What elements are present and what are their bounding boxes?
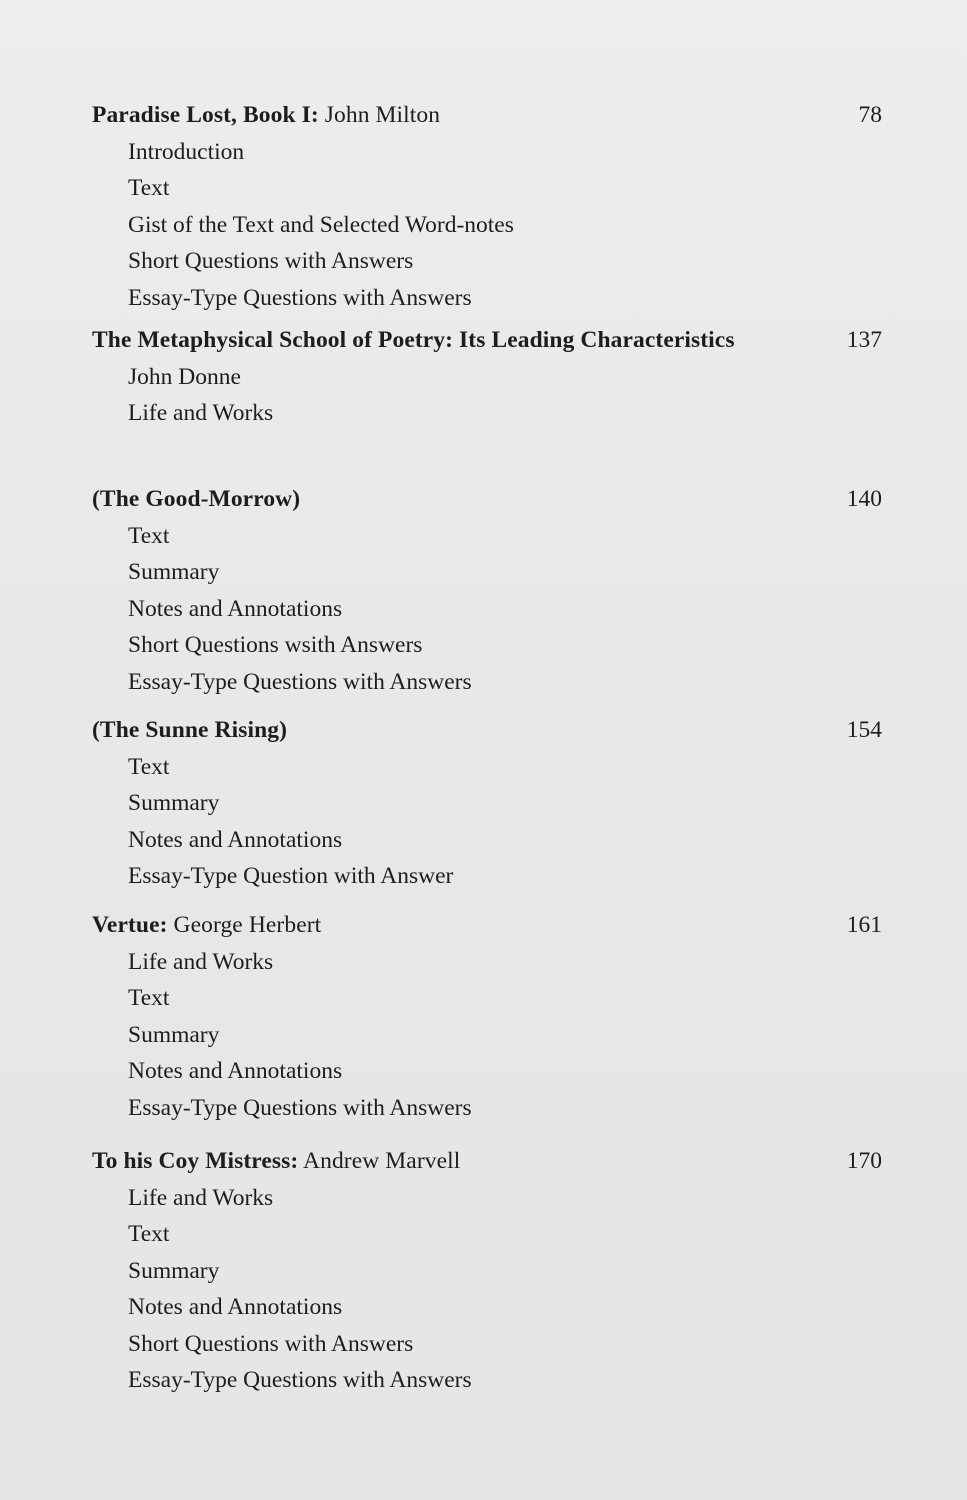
toc-heading-title (92, 1143, 752, 1180)
section-item: Life and Works (128, 1185, 274, 1211)
section-item: Text (128, 1221, 170, 1248)
work-title: (The Sunne Rising) (92, 717, 288, 743)
author-name: John Milton (318, 102, 441, 128)
section-item: Introduction (128, 139, 245, 165)
section-list (92, 749, 882, 895)
section-item: Gist of the Text and Selected Word-notes (128, 211, 514, 238)
work-title: To his Coy Mistress: (92, 1148, 299, 1174)
section-item: Short Questions wsith Answers (128, 632, 423, 659)
section-item: Summary (128, 790, 220, 817)
work-title: (The Good-Morrow) (92, 486, 301, 512)
section-item: John Donne (128, 364, 241, 390)
page-number: 137 (846, 327, 882, 353)
toc-entry-paradise-lost (92, 97, 882, 316)
page-number: 78 (858, 102, 882, 128)
page-number: 161 (846, 912, 882, 938)
section-item: Essay-Type Questions with Answers (128, 284, 472, 311)
section-item: Summary (128, 1257, 220, 1284)
section-item: Essay-Type Questions with Answers (128, 1367, 472, 1394)
toc-entry-vertue (92, 907, 882, 1126)
section-item: Life and Works (128, 400, 274, 427)
section-item: Notes and Annotations (128, 595, 343, 622)
work-title: The Metaphysical School of Poetry: Its Leading Characteristics (92, 327, 735, 353)
section-list (92, 944, 882, 1126)
toc-heading (92, 97, 882, 134)
toc-entry-metaphysical-school (92, 322, 882, 432)
section-item: Life and Works (128, 949, 274, 975)
toc-heading (92, 1143, 882, 1180)
toc-heading (92, 481, 882, 518)
toc-heading (92, 907, 882, 944)
toc-entry-coy-mistress (92, 1143, 882, 1398)
toc-heading-title (92, 712, 752, 749)
section-item: Text (128, 985, 170, 1012)
section-list (92, 518, 882, 700)
toc-heading-title (92, 97, 752, 134)
section-list (92, 359, 882, 432)
section-list (92, 1180, 882, 1398)
section-item: Essay-Type Question with Answer (128, 863, 454, 890)
page-number: 170 (846, 1148, 882, 1174)
section-item: Text (128, 523, 170, 549)
section-item: Short Questions with Answers (128, 248, 414, 275)
toc-entry-good-morrow (92, 481, 882, 700)
toc-heading-title (92, 481, 752, 518)
author-name: Andrew Marvell (298, 1148, 461, 1174)
work-title: Paradise Lost, Book I: (92, 102, 319, 128)
toc-entry-sunne-rising (92, 712, 882, 895)
section-item: Summary (128, 559, 220, 586)
toc-heading (92, 322, 882, 359)
section-item: Short Questions with Answers (128, 1330, 414, 1357)
page-number: 140 (846, 486, 882, 512)
author-name: George Herbert (167, 912, 322, 938)
page-number: 154 (846, 717, 882, 743)
section-item: Notes and Annotations (128, 1058, 343, 1085)
toc-heading-title (92, 322, 742, 359)
section-list (92, 134, 882, 316)
section-item: Essay-Type Questions with Answers (128, 668, 472, 695)
section-item: Notes and Annotations (128, 1294, 343, 1321)
toc-heading-title (92, 907, 752, 944)
section-item: Text (128, 175, 170, 202)
section-item: Notes and Annotations (128, 826, 343, 853)
section-item: Text (128, 754, 170, 780)
toc-heading (92, 712, 882, 749)
section-item: Summary (128, 1021, 220, 1048)
work-title: Vertue: (92, 912, 168, 938)
section-item: Essay-Type Questions with Answers (128, 1094, 472, 1121)
